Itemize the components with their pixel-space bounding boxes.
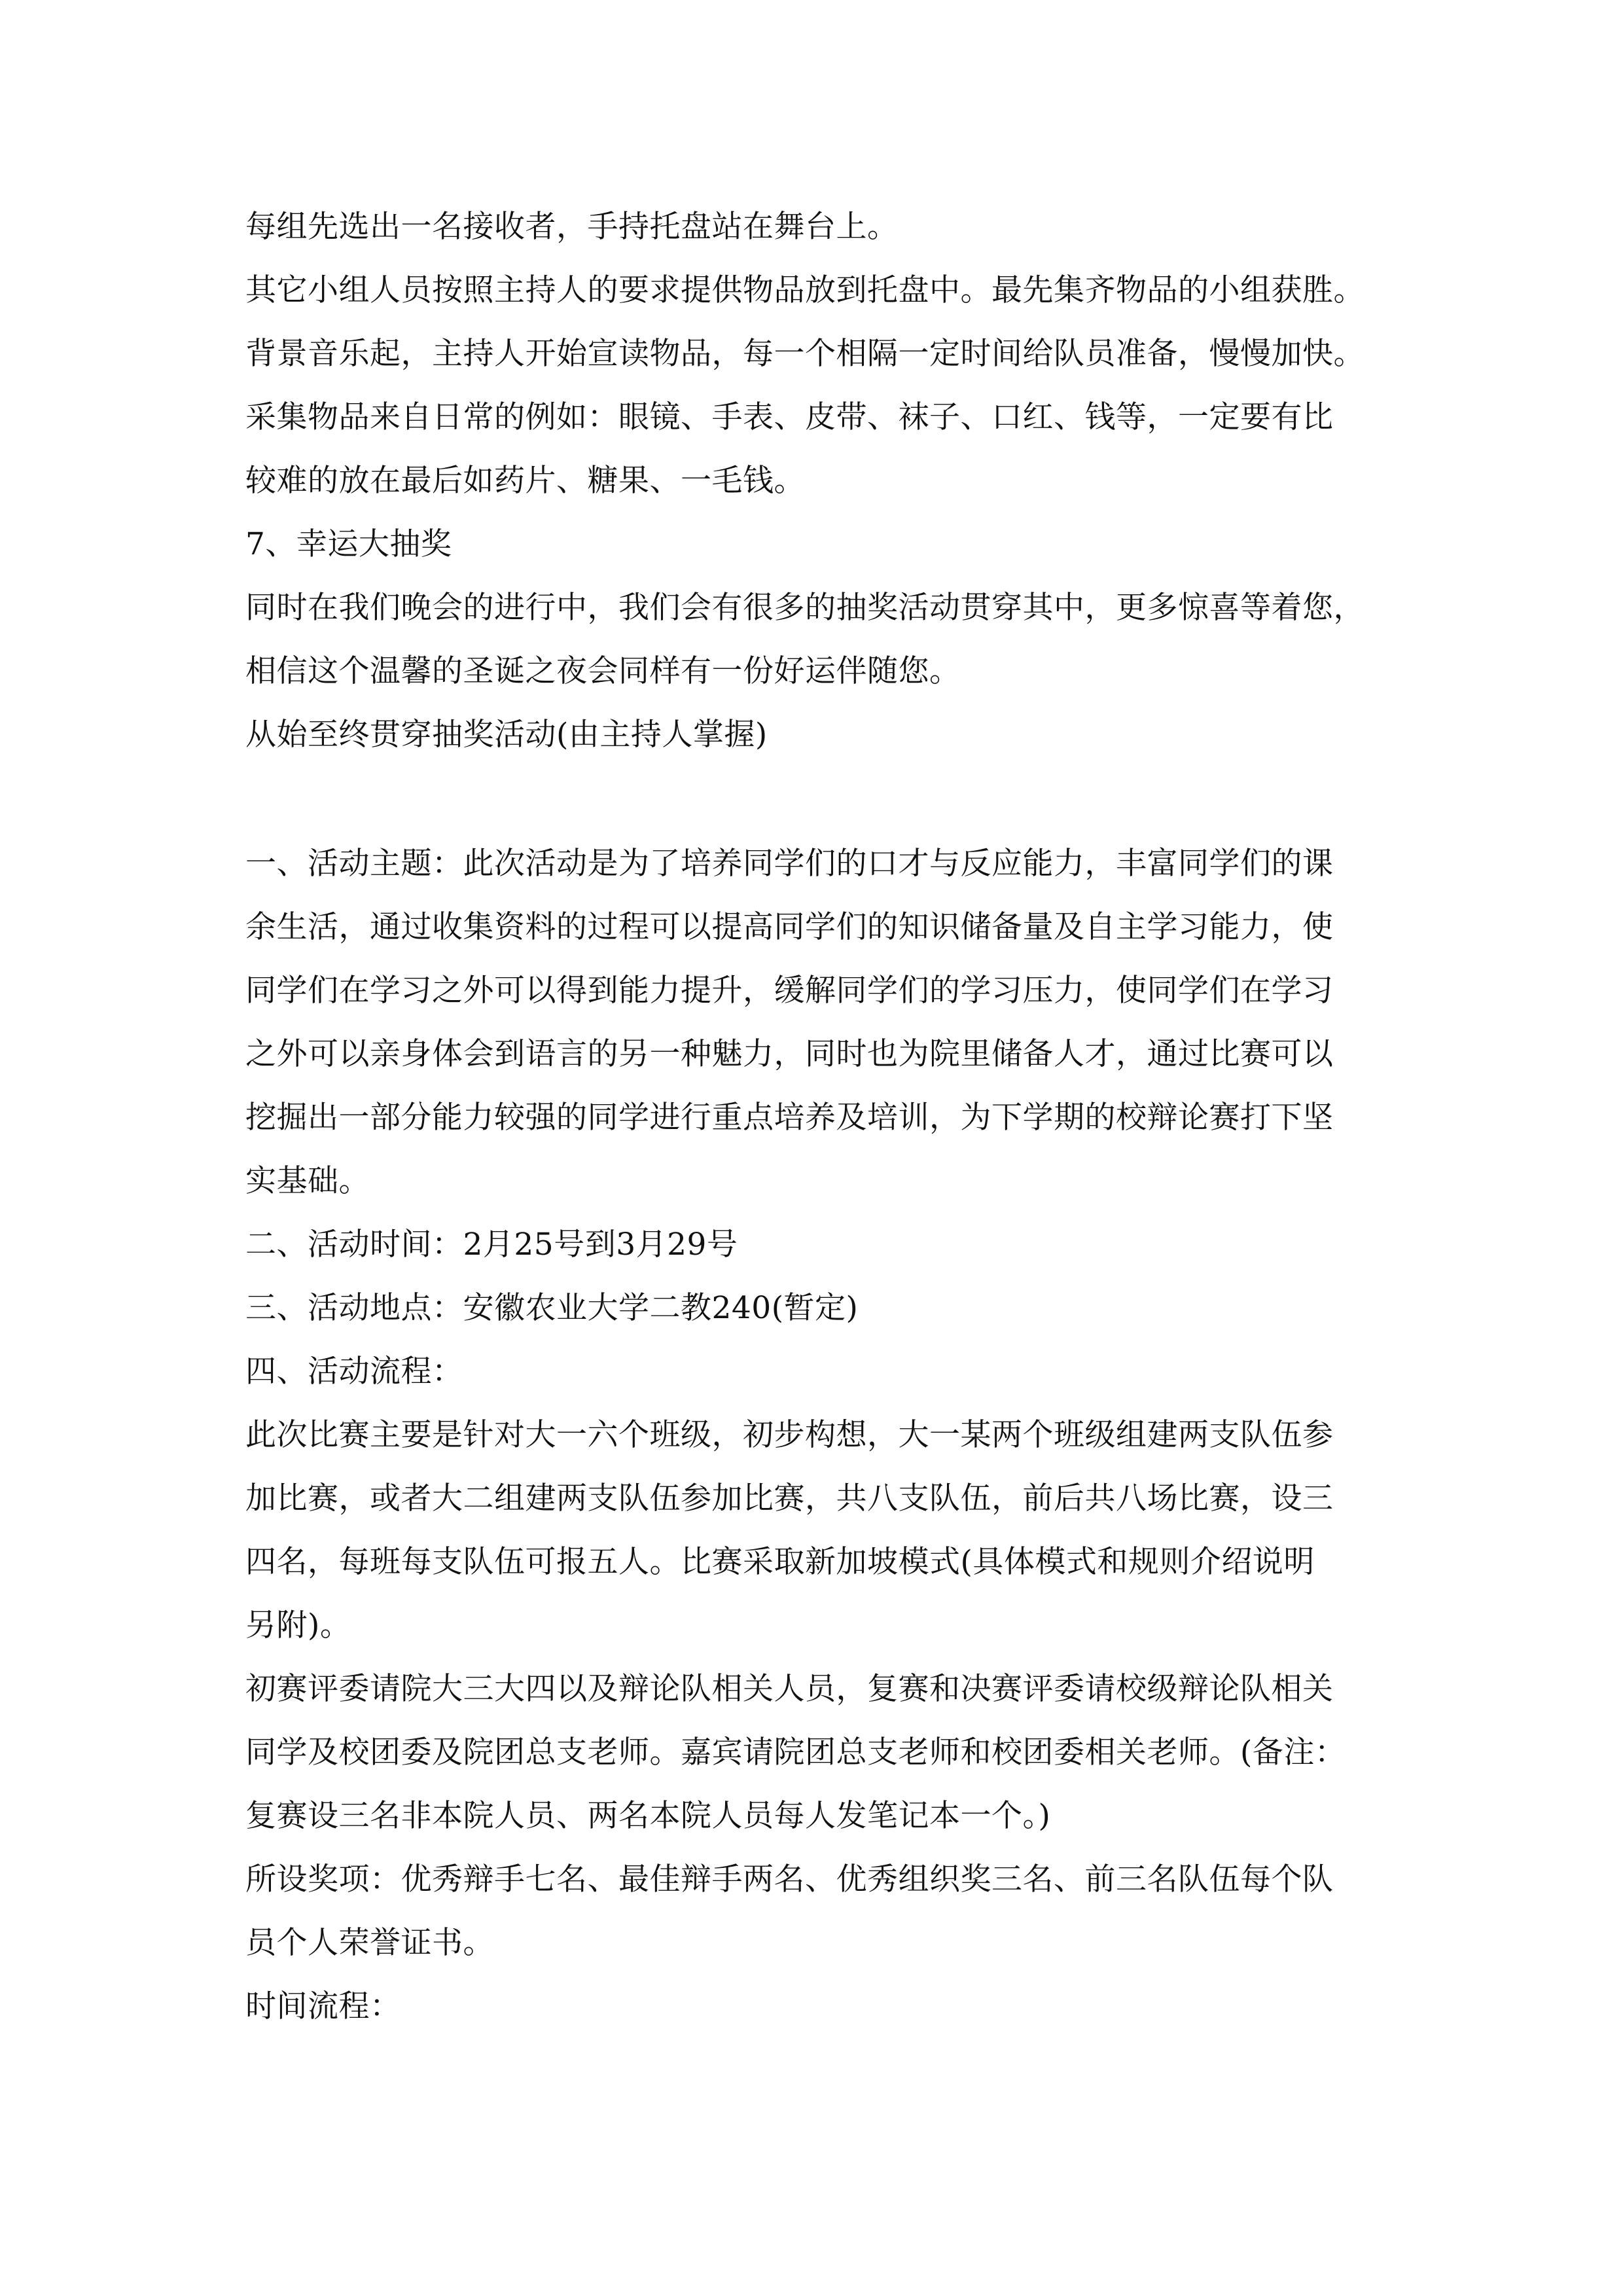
paragraph-line: 所设奖项：优秀辩手七名、最佳辩手两名、优秀组织奖三名、前三名队伍每个队 bbox=[245, 1861, 1334, 1897]
paragraph-line: 从始至终贯穿抽奖活动(由主持人掌握) bbox=[245, 717, 768, 753]
paragraph-line: 挖掘出一部分能力较强的同学进行重点培养及培训，为下学期的校辩论赛打下坚 bbox=[245, 1100, 1334, 1136]
paragraph-line: 一、活动主题：此次活动是为了培养同学们的口才与反应能力，丰富同学们的课 bbox=[245, 846, 1334, 882]
paragraph-line: 其它小组人员按照主持人的要求提供物品放到托盘中。最先集齐物品的小组获胜。 bbox=[245, 272, 1364, 308]
paragraph-line: 之外可以亲身体会到语言的另一种魅力，同时也为院里储备人才，通过比赛可以 bbox=[245, 1036, 1334, 1072]
paragraph-line: 采集物品来自日常的例如：眼镜、手表、皮带、袜子、口红、钱等，一定要有比 bbox=[245, 399, 1334, 435]
paragraph-line: 相信这个温馨的圣诞之夜会同样有一份好运伴随您。 bbox=[245, 653, 961, 689]
paragraph-line: 复赛设三名非本院人员、两名本院人员每人发笔记本一个。) bbox=[245, 1798, 1051, 1834]
paragraph-line: 背景音乐起，主持人开始宣读物品，每一个相隔一定时间给队员准备，慢慢加快。 bbox=[245, 336, 1364, 372]
paragraph-line: 同学们在学习之外可以得到能力提升，缓解同学们的学习压力，使同学们在学习 bbox=[245, 973, 1334, 1009]
paragraph-line: 此次比赛主要是针对大一六个班级，初步构想，大一某两个班级组建两支队伍参 bbox=[245, 1417, 1334, 1453]
section-heading: 二、活动时间：2月25号到3月29号 bbox=[245, 1227, 738, 1263]
paragraph-line: 加比赛，或者大二组建两支队伍参加比赛，共八支队伍，前后共八场比赛，设三 bbox=[245, 1480, 1334, 1516]
paragraph-line: 同学及校团委及院团总支老师。嘉宾请院团总支老师和校团委相关老师。(备注： bbox=[245, 1734, 1346, 1770]
paragraph-line: 实基础。 bbox=[245, 1163, 370, 1199]
section-heading: 7、幸运大抽奖 bbox=[245, 526, 452, 562]
paragraph-line: 四名，每班每支队伍可报五人。比赛采取新加坡模式(具体模式和规则介绍说明 bbox=[245, 1544, 1315, 1580]
paragraph-line: 每组先选出一名接收者，手持托盘站在舞台上。 bbox=[245, 209, 899, 245]
paragraph-line: 同时在我们晚会的进行中，我们会有很多的抽奖活动贯穿其中，更多惊喜等着您， bbox=[245, 590, 1364, 626]
paragraph-line: 另附)。 bbox=[245, 1607, 351, 1643]
section-heading: 时间流程： bbox=[245, 1988, 401, 2024]
paragraph-line: 初赛评委请院大三大四以及辩论队相关人员，复赛和决赛评委请校级辩论队相关 bbox=[245, 1671, 1334, 1707]
section-heading: 四、活动流程： bbox=[245, 1354, 463, 1390]
paragraph-line: 较难的放在最后如药片、糖果、一毛钱。 bbox=[245, 463, 805, 499]
section-heading: 三、活动地点：安徽农业大学二教240(暂定) bbox=[245, 1290, 859, 1326]
paragraph-line: 员个人荣誉证书。 bbox=[245, 1925, 494, 1961]
paragraph-line: 余生活，通过收集资料的过程可以提高同学们的知识储备量及自主学习能力，使 bbox=[245, 909, 1334, 945]
